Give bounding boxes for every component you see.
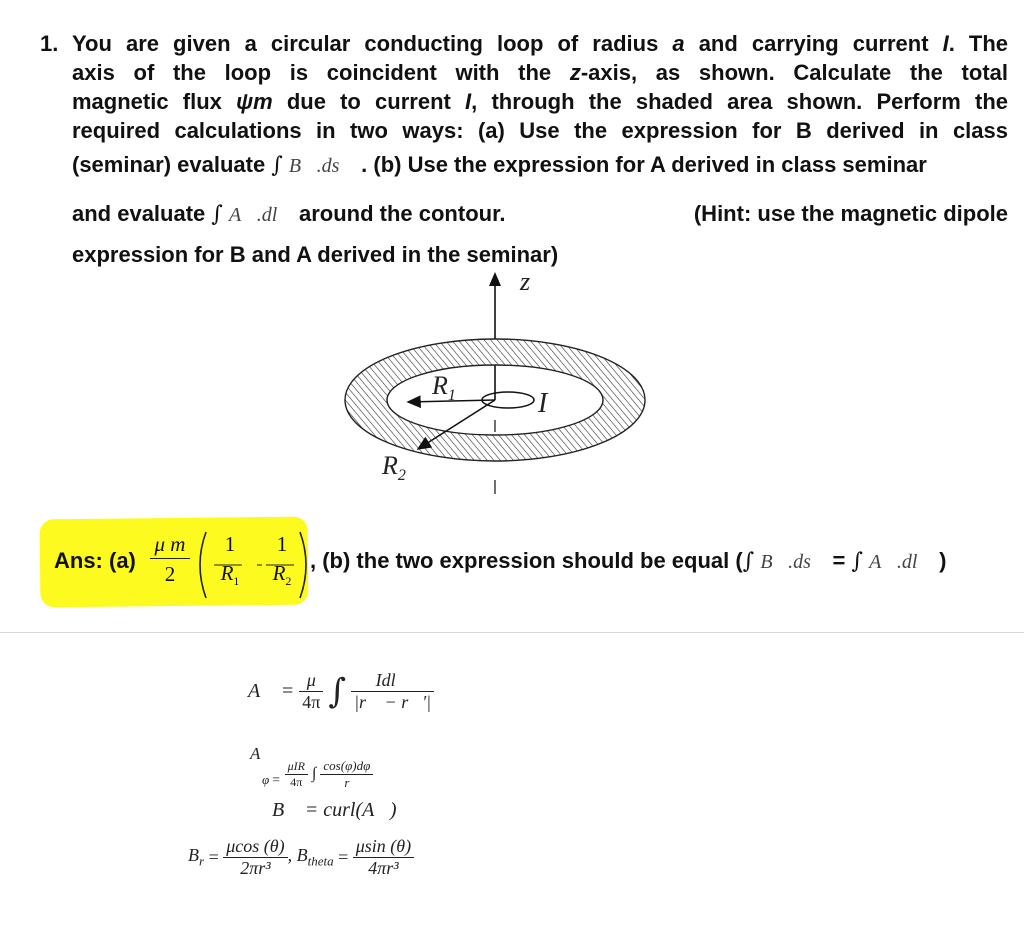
- a-dot-dl-expr: A⃗.dl⃗: [228, 204, 293, 226]
- equation-a-phi: A φ = $\frac{\text{μIR}}{4\pi}$ ∫ $\frac{\cos(\varphi)d\varphi}{r}$: [250, 744, 359, 797]
- question-line-5: (seminar) evaluate ∫ B⃗.ds⃗ . (b) Use the expression for A derived in class seminar: [72, 152, 927, 178]
- answer-fraction-1: 1 $R_1$: [220, 532, 240, 589]
- z-axis-label: z: [520, 267, 531, 296]
- question-number: 1.: [40, 31, 59, 56]
- equation-curl: B⃗ = curl(A⃗): [272, 799, 397, 821]
- answer-coefficient: μ m 2: [150, 532, 190, 587]
- flux-symbol: ψm: [236, 89, 273, 114]
- z-axis-arrow-icon: [489, 272, 501, 286]
- r2-label: $R_2$: [382, 451, 406, 484]
- question-line-6: and evaluate ∫ A⃗.dl⃗ around the contour. (Hint: use the magnetic dipole: [72, 201, 1008, 227]
- answer-label: Ans: (a): [54, 548, 136, 573]
- question-line-3: magnetic flux ψm due to current I, through the shaded area shown. Perform the: [72, 89, 1009, 114]
- question-line-1: You are given a circular conducting loop of radius a and carrying current I. The: [72, 31, 1008, 56]
- question-line-7: expression for B and A derived in the seminar): [72, 242, 559, 267]
- question-line-2: axis of the loop is coincident with the z-axis, as shown. Calculate the total: [72, 60, 1008, 85]
- current-label: I: [538, 388, 548, 419]
- answer-brackets: [194, 528, 314, 602]
- question-line-4: required calculations in two ways: (a) Use the expression for B derived in class: [72, 118, 1008, 143]
- answer-fraction-2: 1 $R_2$: [272, 532, 292, 589]
- b-dot-ds-expr: B⃗.ds⃗: [288, 155, 356, 177]
- section-divider: [0, 632, 1024, 633]
- equation-b-components: $B_r$ = $\frac{\mu\cos (\theta)}{\text{2πr³}}$ , $B_{theta}$ = $\frac{\mu\sin (\theta)}{\text{4πr³}}$: [188, 836, 414, 879]
- equation-vector-potential: A⃗ = $\frac{\mu}{4\pi}$ ∫ $\frac{\text{Idl⃗}}{|r⃗ - r⃗'|}$: [248, 670, 434, 713]
- answer-b-text: , (b) the two expression should be equal (∫ B⃗.ds⃗ = ∫ A⃗.dl⃗ ): [310, 548, 947, 574]
- loop-diagram: [340, 262, 680, 502]
- r1-label: $R_1$: [432, 371, 456, 404]
